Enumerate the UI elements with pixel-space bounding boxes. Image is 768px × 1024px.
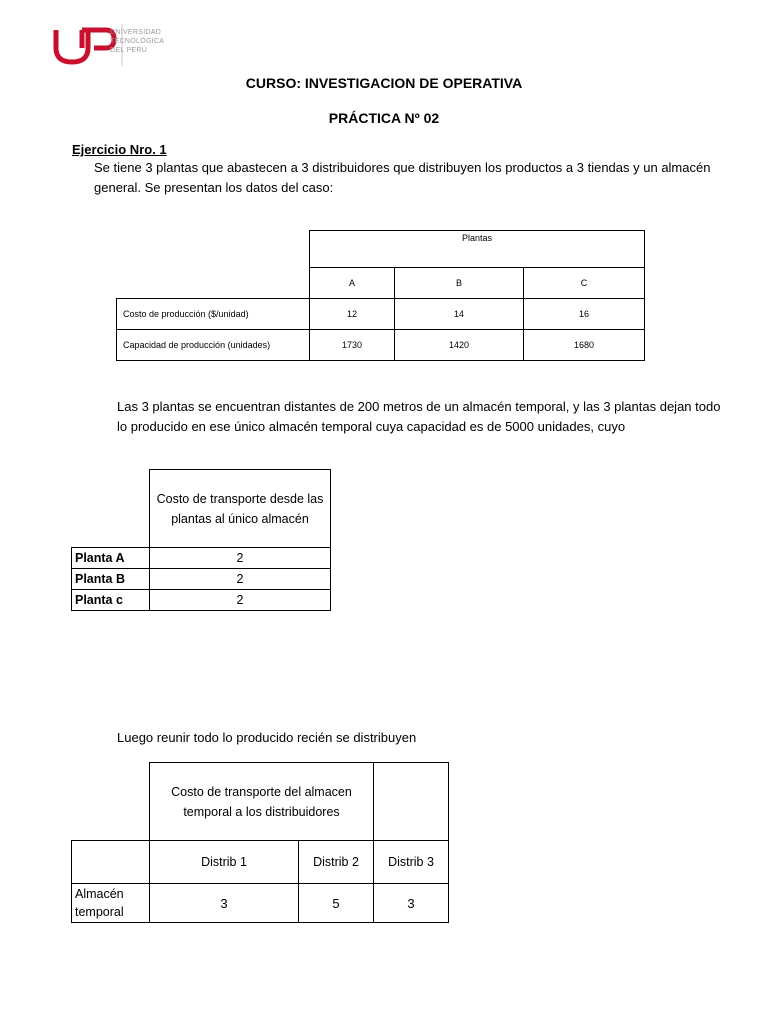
row-label: Planta B bbox=[72, 569, 150, 590]
column-header: Distrib 3 bbox=[374, 841, 449, 884]
header-line: temporal a los distribuidores bbox=[183, 804, 340, 819]
cell-value: 14 bbox=[395, 299, 524, 330]
cell-value: 5 bbox=[299, 884, 374, 923]
row-label-line: temporal bbox=[75, 905, 124, 919]
row-label: Capacidad de producción (unidades) bbox=[117, 330, 310, 361]
plant-header: C bbox=[524, 268, 645, 299]
exercise-intro: Se tiene 3 plantas que abastecen a 3 distribuidores que distribuyen los productos a 3 tiendas y un almacén general. Se presentan los datos del caso: bbox=[94, 160, 711, 195]
row-label: Planta A bbox=[72, 548, 150, 569]
cell-value: 3 bbox=[374, 884, 449, 923]
table-row bbox=[72, 884, 449, 923]
plant-header: A bbox=[310, 268, 395, 299]
cell-value: 1730 bbox=[310, 330, 395, 361]
cell-value: 3 bbox=[150, 884, 299, 923]
row-label-line: Almacén bbox=[75, 887, 124, 901]
table-header bbox=[150, 763, 374, 841]
university-name bbox=[110, 28, 164, 55]
cell-value: 1680 bbox=[524, 330, 645, 361]
column-header: Distrib 2 bbox=[299, 841, 374, 884]
empty-cell bbox=[72, 841, 150, 884]
cell-value: 2 bbox=[150, 569, 331, 590]
header-line: plantas al único almacén bbox=[171, 511, 309, 526]
plants-transport-table bbox=[71, 469, 331, 611]
table-row bbox=[117, 330, 645, 361]
table-row bbox=[72, 548, 331, 569]
plants-group-header: Plantas bbox=[310, 231, 645, 268]
distributors-table bbox=[71, 762, 449, 923]
column-header: Distrib 1 bbox=[150, 841, 299, 884]
row-label: Costo de producción ($/unidad) bbox=[117, 299, 310, 330]
table-row bbox=[72, 569, 331, 590]
practice-title: PRÁCTICA Nº 02 bbox=[328, 110, 440, 126]
paragraph-distribution: Luego reunir todo lo producido recién se distribuyen bbox=[117, 730, 417, 745]
course-title: CURSO: INVESTIGACION DE OPERATIVA bbox=[245, 75, 523, 91]
production-table bbox=[116, 230, 645, 361]
cell-value: 16 bbox=[524, 299, 645, 330]
exercise-heading: Ejercicio Nro. 1 bbox=[72, 142, 167, 157]
table-row bbox=[72, 590, 331, 611]
plant-header: B bbox=[395, 268, 524, 299]
row-label bbox=[72, 884, 150, 923]
cell-value: 12 bbox=[310, 299, 395, 330]
table-row bbox=[117, 299, 645, 330]
cell-value: 2 bbox=[150, 548, 331, 569]
university-line: DEL PERÚ bbox=[110, 47, 148, 54]
university-line: TECNOLÓGICA bbox=[110, 38, 165, 45]
university-line: UNIVERSIDAD bbox=[110, 29, 162, 36]
header-line: Costo de transporte desde las bbox=[156, 491, 324, 506]
table-header bbox=[150, 470, 331, 548]
paragraph-warehouse: Las 3 plantas se encuentran distantes de 200 metros de un almacén temporal, y las 3 plantas dejan todo lo producido en ese único almacén temporal cuya capacidad es de 5000 unidades, cuyo bbox=[117, 399, 721, 434]
cell-value: 1420 bbox=[395, 330, 524, 361]
header-line: Costo de transporte del almacen bbox=[171, 784, 352, 799]
empty-header-cell bbox=[374, 763, 449, 841]
cell-value: 2 bbox=[150, 590, 331, 611]
row-label: Planta c bbox=[72, 590, 150, 611]
